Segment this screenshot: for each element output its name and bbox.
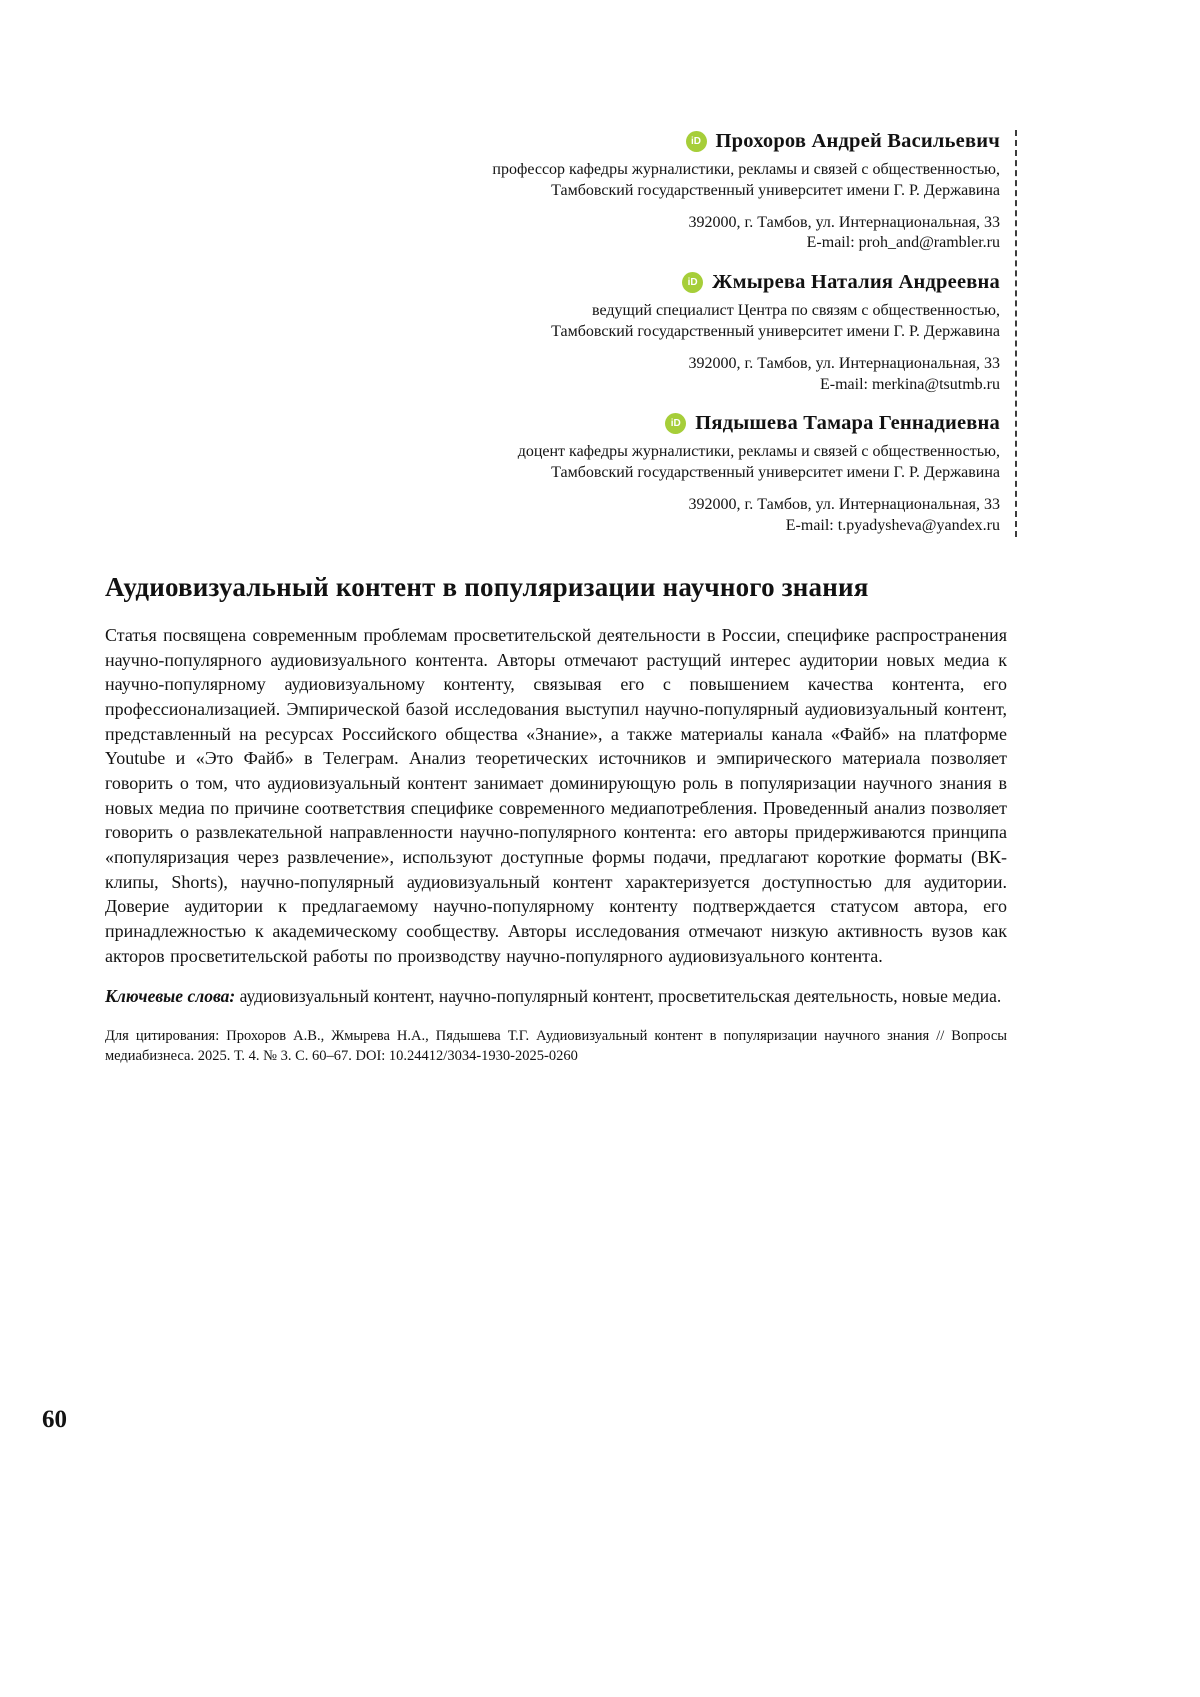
orcid-icon[interactable]: iD	[665, 413, 686, 434]
author-address: 392000, г. Тамбов, ул. Интернациональная, 33	[688, 213, 1000, 231]
author-block	[367, 271, 1000, 395]
author-name: Пядышева Тамара Геннадиевна	[695, 412, 1000, 435]
author-contact	[367, 213, 1000, 255]
author-address: 392000, г. Тамбов, ул. Интернациональная, 33	[688, 495, 1000, 513]
author-contact	[367, 495, 1000, 537]
keywords-line	[105, 985, 1007, 1009]
citation-line: Для цитирования: Прохоров А.В., Жмырева Н.А., Пядышева Т.Г. Аудиовизуальный контент в популяризации научного знания // Вопросы медиабизнеса. 2025. Т. 4. № 3. С. 60–67. DOI: 10.24412/3034-1930-2025-0260	[105, 1027, 1007, 1065]
author-role: доцент кафедры журналистики, рекламы и связей с общественностью,	[517, 443, 1000, 461]
article-title: Аудиовизуальный контент в популяризации научного знания	[105, 572, 869, 602]
author-name-line	[367, 130, 1000, 153]
author-email: E-mail: merkina@tsutmb.ru	[819, 375, 1000, 393]
author-affiliation: Тамбовский государственный университет имени Г. Р. Державина	[551, 181, 1000, 199]
authors-block	[367, 130, 1017, 537]
keywords-text: аудиовизуальный контент, научно-популярный контент, просветительская деятельность, новые медиа.	[239, 986, 1002, 1007]
article-abstract: Статья посвящена современным проблемам просветительской деятельности в России, специфике распространения научно-популярного аудиовизуального контента. Авторы отмечают растущий интерес аудитории новых медиа к научно-популярному аудиовизуальному контенту, связывая его с повышением качества контента, его профессионализацией. Эмпирической базой исследования выступил научно-популярный аудиовизуальный контент, представленный на ресурсах Российского общества «Знание», а также материалы канала «Файб» на платформе Youtube и «Это Файб» в Телеграм. Анализ теоретических источников и эмпирического материала позволяет говорить о том, что аудиовизуальный контент занимает доминирующую роль в популяризации научного знания в новых медиа по причине соответствия специфике современного медиапотребления. Проведенный анализ позволяет говорить о развлекательной направленности научно-популярного контента: его авторы придерживаются принципа «популяризация через развлечение», используют доступные формы подачи, предлагают короткие форматы (ВК-клипы, Shorts), научно-популярный аудиовизуальный контент характеризуется доступностью для аудитории. Доверие аудитории к предлагаемому научно-популярному контенту подтверждается статусом автора, его принадлежностью к академическому сообществу. Авторы исследования отмечают низкую активность вузов как акторов просветительской работы по производству научно-популярного аудиовизуального контента.	[105, 625, 1007, 966]
orcid-icon[interactable]: iD	[682, 272, 703, 293]
author-address: 392000, г. Тамбов, ул. Интернациональная, 33	[688, 354, 1000, 372]
author-name-line	[367, 412, 1000, 435]
author-affiliation: Тамбовский государственный университет имени Г. Р. Державина	[551, 464, 1000, 482]
author-block	[367, 412, 1000, 536]
author-contact	[367, 354, 1000, 396]
author-affiliation: Тамбовский государственный университет имени Г. Р. Державина	[551, 322, 1000, 340]
article-main	[105, 572, 1007, 1066]
author-name: Жмырева Наталия Андреевна	[712, 271, 1000, 294]
page-number: 60	[42, 1406, 67, 1433]
author-name-line	[367, 271, 1000, 294]
orcid-icon[interactable]: iD	[686, 131, 707, 152]
author-email: E-mail: t.pyadysheva@yandex.ru	[785, 516, 1000, 534]
author-name: Прохоров Андрей Васильевич	[715, 130, 1000, 152]
author-email: E-mail: proh_and@rambler.ru	[806, 234, 1000, 252]
author-role: профессор кафедры журналистики, рекламы и связей с общественностью,	[492, 161, 1000, 178]
author-block	[367, 130, 1000, 254]
keywords-label: Ключевые слова:	[105, 986, 236, 1007]
author-role: ведущий специалист Центра по связям с общественностью,	[592, 302, 1000, 320]
